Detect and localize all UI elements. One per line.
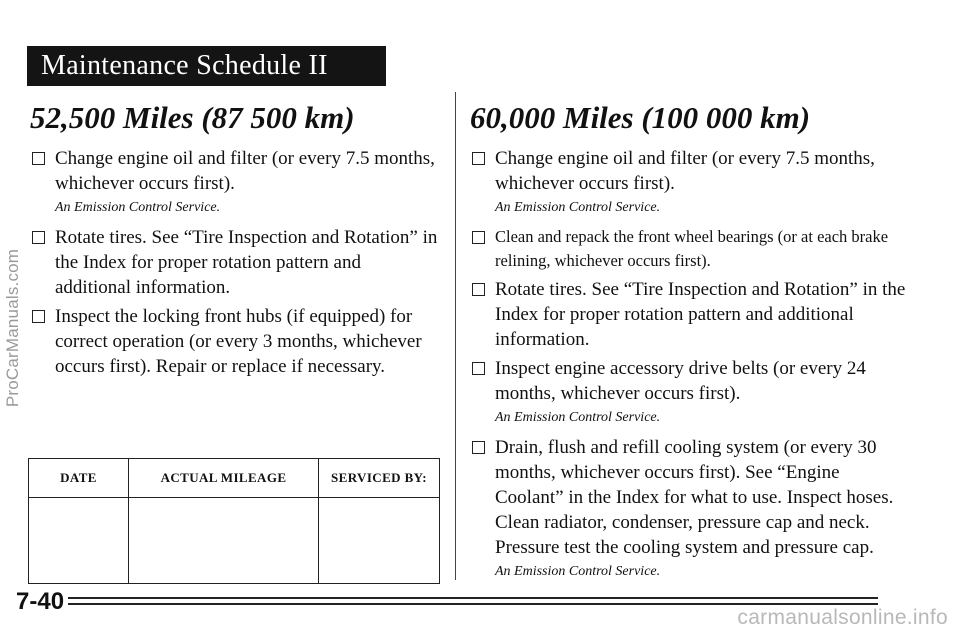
left-column [30,100,440,383]
table-header-mileage: ACTUAL MILEAGE [129,459,319,498]
checkbox-icon[interactable] [32,231,45,244]
checklist-item [470,435,910,560]
emission-note: An Emission Control Service. [495,564,661,579]
table-row [29,498,440,584]
mileage-cell[interactable] [129,498,319,584]
checklist-item [30,146,440,196]
checklist-item [470,146,910,196]
right-heading: 60,000 Miles (100 000 km) [470,100,811,135]
table-header-date: DATE [29,459,129,498]
bottom-watermark: carmanualsonline.info [737,606,948,629]
checkbox-icon[interactable] [472,283,485,296]
column-divider [455,92,456,580]
item-text: Change engine oil and filter (or every 7.5 months, whichever occurs first). [495,148,875,194]
checklist-item [30,225,440,300]
left-heading: 52,500 Miles (87 500 km) [30,100,355,135]
checkbox-icon[interactable] [32,152,45,165]
emission-note: An Emission Control Service. [55,200,221,215]
emission-note: An Emission Control Service. [495,200,661,215]
checklist-item [470,277,910,352]
checkbox-icon[interactable] [472,231,485,244]
item-text: Drain, flush and refill cooling system (or every 30 months, whichever occurs first). See “Engine Coolant” in the Index for what to use. Inspect hoses. Clean radiator, condenser, pressure cap and neck. Pressure test the cooling system and pressure cap. [495,437,894,558]
date-cell[interactable] [29,498,129,584]
item-text: Rotate tires. See “Tire Inspection and Rotation” in the Index for proper rotation pattern and additional information. [55,227,438,298]
checkbox-icon[interactable] [472,362,485,375]
emission-note: An Emission Control Service. [495,410,661,425]
footer-rule [68,597,878,599]
side-watermark: ProCarManuals.com [3,248,22,408]
item-text: Rotate tires. See “Tire Inspection and Rotation” in the Index for proper rotation pattern and additional information. [495,279,906,350]
item-text: Inspect the locking front hubs (if equipped) for correct operation (or every 3 months, whichever occurs first). Repair or replace if necessary. [55,306,422,377]
checklist-item [470,356,910,406]
table-header-row [29,459,440,498]
page-number: 7-40 [16,588,65,615]
table-header-serviced-by: SERVICED BY: [319,459,440,498]
checklist-item [470,225,910,273]
section-banner: Maintenance Schedule II [27,46,386,86]
serviced-by-cell[interactable] [319,498,440,584]
checkbox-icon[interactable] [472,152,485,165]
item-text: Inspect engine accessory drive belts (or every 24 months, whichever occurs first). [495,358,866,404]
item-text: Clean and repack the front wheel bearings (or at each brake relining, whichever occurs first). [495,227,889,270]
right-column [470,100,910,589]
checklist-item [30,304,440,379]
checkbox-icon[interactable] [472,441,485,454]
footer-rule [68,603,878,605]
service-log-table [28,458,440,584]
item-text: Change engine oil and filter (or every 7.5 months, whichever occurs first). [55,148,435,194]
checkbox-icon[interactable] [32,310,45,323]
